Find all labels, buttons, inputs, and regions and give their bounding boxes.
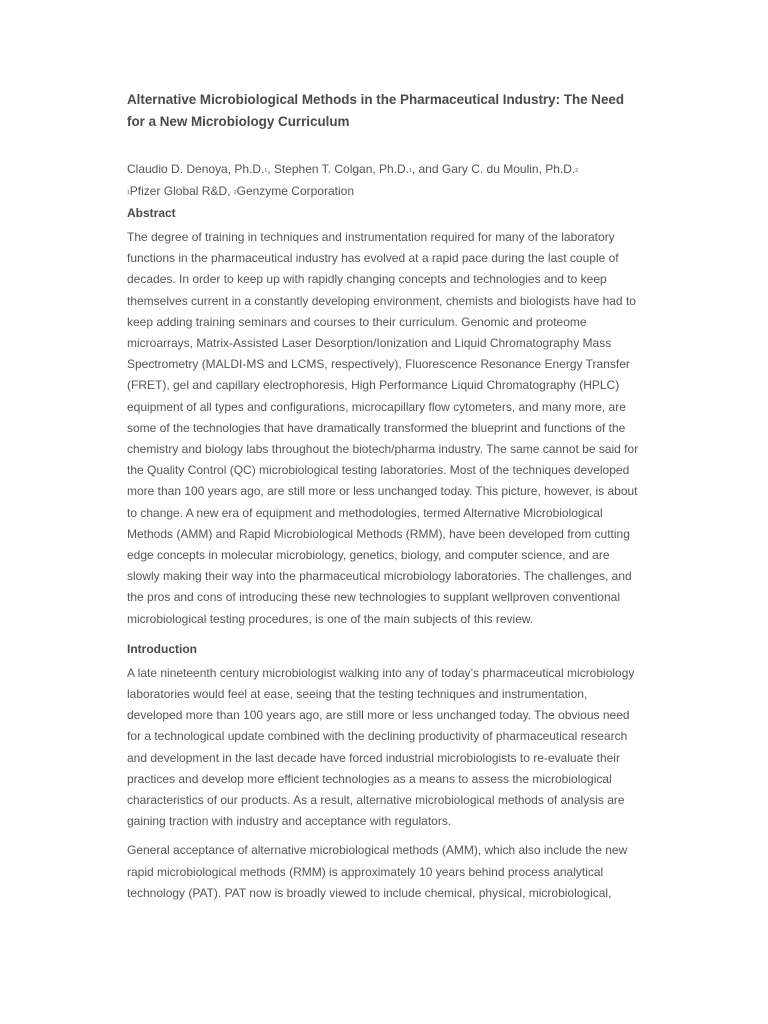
text-line: keep adding training seminars and courses to their curriculum. Genomic and proteome [127, 314, 587, 329]
text-line: developed more than 100 years ago, are still more or less unchanged today. The obvious need [127, 708, 630, 723]
abstract-heading: Abstract [127, 206, 176, 220]
text-line: and development in the last decade have forced industrial microbiologists to re-evaluate their [127, 750, 620, 765]
article-title [127, 89, 647, 133]
text-line: more than 100 years ago, are still more or less unchanged today. This picture, however, is about [127, 484, 638, 499]
text-line: technology (PAT). PAT now is broadly viewed to include chemical, physical, microbiological, [127, 885, 612, 900]
text-line: slowly making their way into the pharmaceutical microbiology laboratories. The challenges, and [127, 569, 632, 584]
affiliation-list [127, 180, 647, 202]
text-line: (FRET), gel and capillary electrophoresis, High Performance Liquid Chromatography (HPLC) [127, 378, 620, 393]
affiliation-marker: 2 [575, 168, 579, 174]
text-line: functions in the pharmaceutical industry has evolved at a rapid pace during the last couple of [127, 251, 619, 266]
text-line: the Quality Control (QC) microbiological testing laboratories. Most of the techniques developed [127, 463, 630, 478]
text-line: for a technological update combined with the declining productivity of pharmaceutical research [127, 729, 628, 744]
affiliation-marker: 2 [233, 190, 237, 196]
text-line: General acceptance of alternative microbiological methods (AMM), which also include the new [127, 843, 628, 858]
author-name: , Stephen T. Colgan, Ph.D. [267, 162, 410, 176]
text-line: rapid microbiological methods (RMM) is approximately 10 years behind process analytical [127, 864, 604, 879]
author-list [127, 158, 647, 180]
text-line: microarrays, Matrix-Assisted Laser Desorption/Ionization and Liquid Chromatography Mass [127, 336, 612, 351]
text-line: microbiological testing procedures, is one of the main subjects of this review. [127, 611, 534, 626]
affiliation-marker: 1 [409, 168, 412, 174]
text-line: Spectrometry (MALDI-MS and LCMS, respectively), Fluorescence Resonance Energy Transfer [127, 357, 630, 372]
affiliation-name: Pfizer Global R&D, [129, 184, 234, 198]
text-line: The degree of training in techniques and instrumentation required for many of the laboratory [127, 230, 615, 244]
text-line: to change. A new era of equipment and methodologies, termed Alternative Microbiological [127, 505, 603, 520]
text-line: Methods (AMM) and Rapid Microbiological Methods (RMM), have been developed from cutting [127, 526, 630, 541]
document-page [127, 89, 647, 907]
text-line: laboratories would feel at ease, seeing that the testing techniques and instrumentation, [127, 687, 588, 702]
author-name: , and Gary C. du Moulin, Ph.D. [411, 162, 576, 176]
text-line: equipment of all types and configurations, microcapillary flow cytometers, and many more, are [127, 399, 626, 414]
text-line: themselves current in a constantly developing environment, chemists and biologists have had to [127, 293, 636, 308]
affiliation-name: Genzyme Corporation [236, 184, 354, 198]
author-name: Claudio D. Denoya, Ph.D. [127, 162, 265, 176]
text-line: edge concepts in molecular microbiology, genetics, biology, and computer science, and are [127, 548, 610, 563]
text-line: gaining traction with industry and acceptance with regulators. [127, 814, 452, 829]
abstract-paragraph [127, 227, 647, 630]
affiliation-marker: 1 [264, 168, 268, 174]
introduction-paragraph [127, 663, 647, 833]
text-line: A late nineteenth century microbiologist walking into any of today’s pharmaceutical microbiology [127, 665, 635, 680]
text-line: practices and develop more efficient technologies as a means to assess the microbiological [127, 771, 612, 786]
text-line: some of the technologies that have dramatically transformed the blueprint and functions of the [127, 420, 626, 435]
text-line: chemistry and biology labs throughout the biotech/pharma industry. The same cannot be said for [127, 442, 639, 457]
introduction-paragraph [127, 840, 647, 904]
introduction-heading: Introduction [127, 641, 197, 656]
title-line: Alternative Microbiological Methods in the Pharmaceutical Industry: The Need [127, 92, 625, 107]
text-line: decades. In order to keep up with rapidly changing concepts and technologies and to keep [127, 272, 607, 287]
title-line: for a New Microbiology Curriculum [127, 114, 350, 129]
text-line: the pros and cons of introducing these new technologies to supplant wellproven conventional [127, 590, 620, 605]
affiliation-marker: 1 [127, 190, 130, 196]
text-line: characteristics of our products. As a result, alternative microbiological methods of analysis are [127, 793, 625, 808]
